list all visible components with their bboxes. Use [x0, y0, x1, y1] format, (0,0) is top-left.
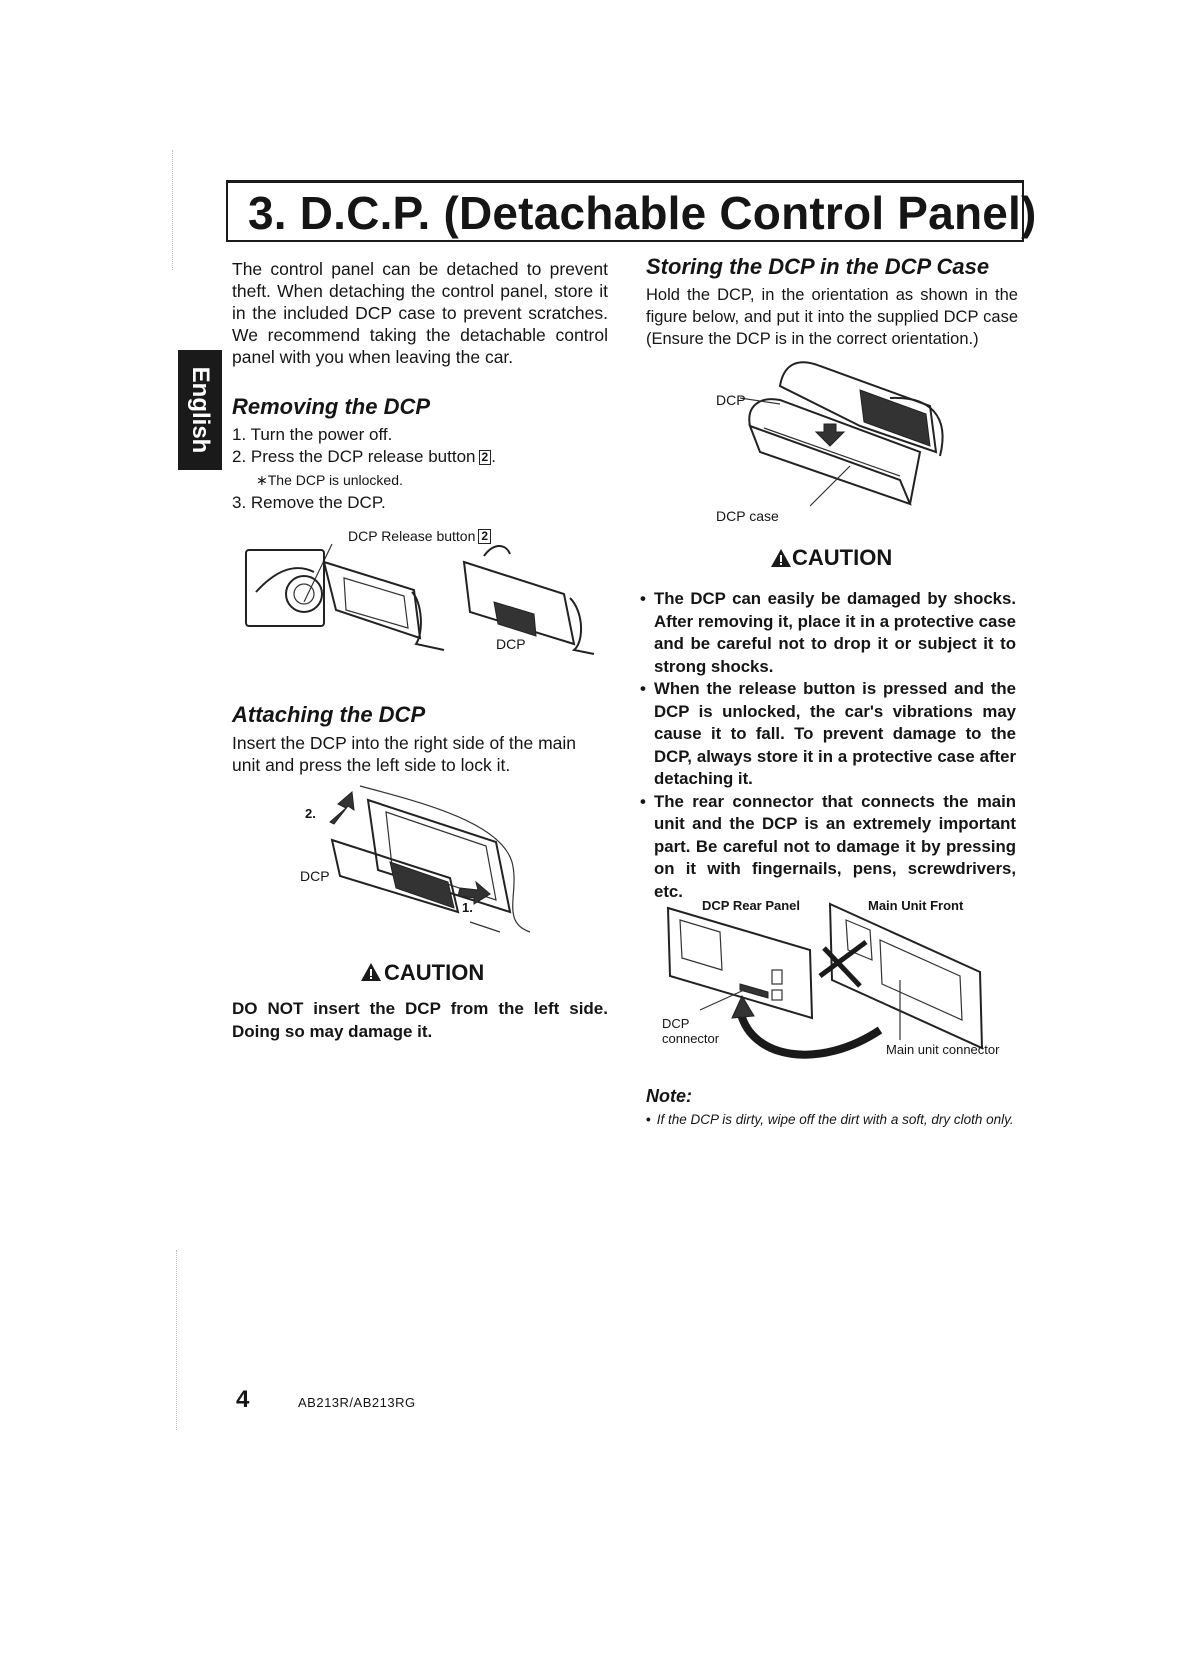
storing-dcp-label: DCP — [716, 392, 746, 408]
storing-paragraph: Hold the DCP, in the orientation as shown in the figure below, and put it into the supplied DCP case (Ensure the DCP is in the correct orientation.) — [646, 286, 1018, 348]
storing-dcp-case-label: DCP case — [716, 508, 779, 524]
caution-bullet-list — [640, 588, 1016, 903]
model-number: AB213R/AB213RG — [298, 1395, 416, 1410]
removing-step-2-text: 2. Press the DCP release button — [232, 447, 476, 466]
removing-heading: Removing the DCP — [232, 394, 431, 419]
intro-paragraph: The control panel can be detached to prevent theft. When detaching the control panel, store it in the included DCP case to prevent scratches. We recommend taking the detachable control panel with you when leaving the car. — [232, 259, 608, 367]
page-title: 3. D.C.P. (Detachable Control Panel) — [248, 187, 1037, 239]
margin-mark — [172, 150, 174, 270]
attaching-step-1-label: 1. — [462, 900, 473, 915]
dcp-case-illustration — [740, 356, 960, 526]
warning-triangle-icon — [360, 962, 382, 982]
storing-heading: Storing the DCP in the DCP Case — [646, 254, 990, 279]
note-title: Note: — [646, 1086, 692, 1106]
attaching-heading: Attaching the DCP — [232, 702, 426, 727]
attaching-step-2-label: 2. — [305, 806, 316, 821]
margin-mark-bottom — [176, 1250, 178, 1430]
note-text: If the DCP is dirty, wipe off the dirt with a soft, dry cloth only. — [656, 1112, 1014, 1127]
removing-sub-note: ∗The DCP is unlocked. — [256, 472, 403, 488]
dcp-connector-label-line2: connector — [662, 1031, 720, 1046]
release-button-number: 2 — [479, 450, 492, 465]
caution-text-left: DO NOT insert the DCP from the left side. Doing so may damage it. — [232, 999, 608, 1041]
caution-bullet-3: • The rear connector that connects the main unit and the DCP is an extremely important part. Be careful not to damage it by pressing on it with fingernails, pens, screwdrivers, etc. — [640, 791, 1016, 904]
page-number: 4 — [236, 1386, 250, 1413]
removing-step-1: 1. Turn the power off. — [232, 425, 393, 444]
caution-bullet-2: • When the release button is pressed and the DCP is unlocked, the car's vibrations may cause it to fall. To prevent damage to the DCP, always store it in a protective case after detaching it. — [640, 678, 1016, 791]
attaching-paragraph: Insert the DCP into the right side of the main unit and press the left side to lock it. — [232, 733, 577, 775]
dcp-connector-label-line1: DCP — [662, 1016, 690, 1031]
removing-step-3: 3. Remove the DCP. — [232, 493, 386, 512]
warning-triangle-icon-right — [770, 548, 792, 568]
caution-title-right: CAUTION — [792, 545, 893, 570]
removing-step-2: 2. Press the DCP release button 2 . — [232, 447, 496, 466]
release-button-label: DCP Release button — [348, 528, 476, 544]
language-tab — [178, 350, 222, 470]
figure-label-dcp-removing: DCP — [496, 636, 526, 652]
removing-dcp-illustration — [244, 532, 604, 662]
caution-bullet-1: • The DCP can easily be damaged by shocks. After removing it, place it in a protective case and be careful not to drop it or subject it to strong shocks. — [640, 588, 1016, 678]
dcp-rear-panel-label: DCP Rear Panel — [702, 898, 801, 913]
attaching-dcp-illustration — [300, 782, 550, 942]
attaching-dcp-label: DCP — [300, 868, 330, 884]
main-unit-connector-label: Main unit connector — [886, 1042, 1000, 1057]
caution-title-left: CAUTION — [384, 960, 485, 985]
language-tab-label: English — [187, 366, 214, 454]
note-item: • If the DCP is dirty, wipe off the dirt with a soft, dry cloth only. — [646, 1112, 1014, 1127]
main-unit-front-label: Main Unit Front — [868, 898, 964, 913]
release-button-label-number: 2 — [478, 529, 491, 544]
